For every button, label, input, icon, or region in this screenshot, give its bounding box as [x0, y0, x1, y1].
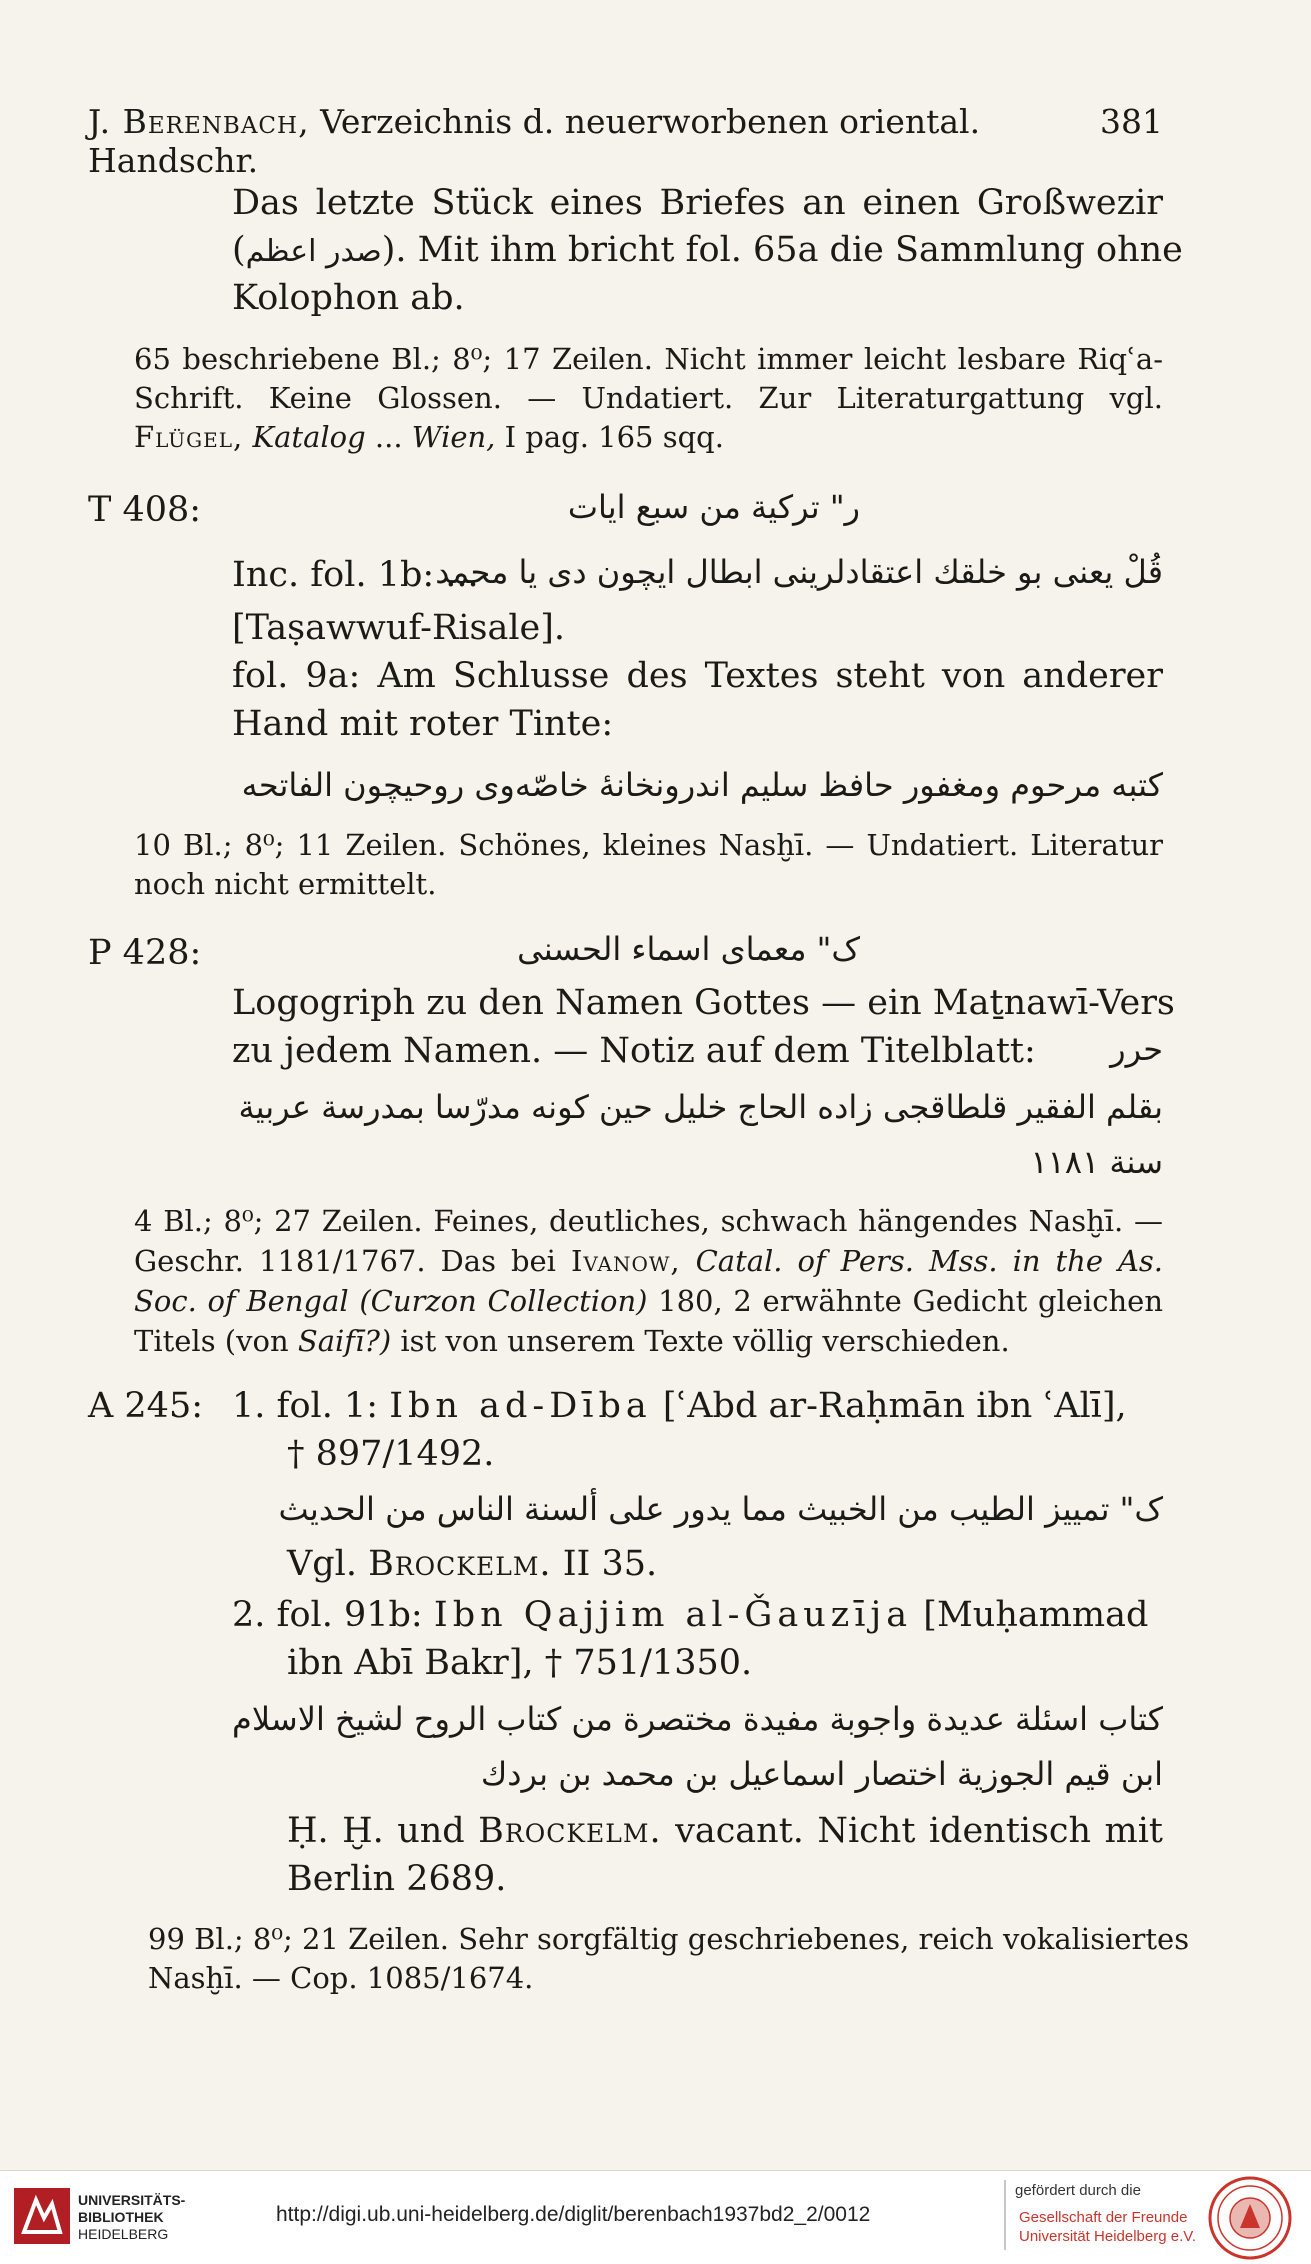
text-line: (صدر اعظم). Mit ihm bricht fol. 65a die Sammlung ohne — [232, 230, 1183, 270]
text-line: ibn Abī Bakr], † 751/1350. — [287, 1643, 753, 1683]
text-line: Ḥ. Ḫ. und Brockelm. vacant. Nicht identisch mit — [287, 1811, 1163, 1851]
arabic-title: ک" معماى اسماء الحسنى — [517, 930, 860, 968]
library-logo-icon — [14, 2188, 70, 2244]
university-seal-icon — [1208, 2176, 1292, 2260]
arabic-note: بقلم الفقير قلطاقجى زاده الحاج خليل حين كونه مدرّسا بمدرسة عربية — [238, 1088, 1163, 1126]
support-label: gefördert durch die — [1015, 2182, 1141, 2199]
note-line: Nasḫī. — Cop. 1085/1674. — [148, 1961, 534, 1995]
arabic-note: كتبه مرحوم ومغفور حافظ سليم اندرونخانهٔ خاصّه‌وى روحيچون الفاتحه — [241, 766, 1163, 804]
note-line: 10 Bl.; 8⁰; 11 Zeilen. Schönes, kleines Nasḫī. — Undatiert. Literatur — [134, 828, 1163, 862]
running-header — [88, 102, 1163, 180]
text-line: † 897/1492. — [287, 1434, 495, 1474]
text-line: zu jedem Namen. — Notiz auf dem Titelblatt: — [232, 1031, 1036, 1071]
text-line: 1. fol. 1: Ibn ad-Dība [ʿAbd ar-Raḥmān ibn ʿAlī], — [232, 1386, 1127, 1426]
note-line: Flügel, Katalog ... Wien, I pag. 165 sqq. — [134, 420, 724, 454]
note-line: 99 Bl.; 8⁰; 21 Zeilen. Sehr sorgfältig geschriebenes, reich vokalisiertes — [148, 1922, 1190, 1956]
header-author: J. Berenbach, — [88, 102, 310, 141]
arabic-title: ابن قيم الجوزية اختصار اسماعيل بن محمد بن بردك — [480, 1755, 1163, 1793]
text-line: Das letzte Stück eines Briefes an einen Großwezir — [232, 183, 1163, 223]
header-left — [88, 102, 1100, 180]
arabic-date: سنة ١١٨١ — [1030, 1143, 1163, 1181]
footer-divider — [1004, 2180, 1006, 2250]
text-line: Hand mit roter Tinte: — [232, 704, 614, 744]
shelfmark-a245: A 245: — [88, 1386, 203, 1426]
arabic-title: ر" تركية من سبع ايات — [567, 488, 860, 526]
note-line: Soc. of Bengal (Curzon Collection) 180, 2 erwähnte Gedicht gleichen — [134, 1284, 1163, 1318]
header-title: Verzeichnis d. neuerworbenen oriental. Handschr. — [88, 102, 981, 180]
text-line: Kolophon ab. — [232, 278, 465, 318]
page-number: 381 — [1100, 102, 1163, 141]
arabic-term: حرر — [1110, 1030, 1163, 1068]
note-line: noch nicht ermittelt. — [134, 867, 437, 901]
arabic-title: ک" تمييز الطيب من الخبيث مما يدور على ألسنة الناس من الحديث — [278, 1490, 1163, 1528]
text-line: fol. 9a: Am Schlusse des Textes steht von anderer — [232, 656, 1163, 696]
note-line: Geschr. 1181/1767. Das bei Ivanow, Catal. of Pers. Mss. in the As. — [134, 1244, 1164, 1278]
text-line: 2. fol. 91b: Ibn Qajjim al-Ǧauzīja [Muḥammad — [232, 1595, 1149, 1635]
permalink-url[interactable]: http://digi.ub.uni-heidelberg.de/diglit/berenbach1937bd2_2/0012 — [276, 2203, 871, 2226]
society-name: Gesellschaft der Freunde Universität Heidelberg e.V. — [1019, 2209, 1197, 2245]
text-line: Inc. fol. 1b: ... — [232, 555, 479, 595]
arabic-title: كتاب اسئلة عديدة واجوبة مفيدة مختصرة من كتاب الروح لشيخ الاسلام — [232, 1700, 1163, 1738]
arabic-term: صدر اعظم — [245, 234, 382, 269]
text-line: Berlin 2689. — [287, 1859, 507, 1899]
shelfmark-p428: P 428: — [88, 933, 202, 973]
text-line: Logogriph zu den Namen Gottes — ein Maṯnawī-Vers — [232, 983, 1175, 1023]
text-line: Vgl. Brockelm. II 35. — [287, 1544, 658, 1584]
note-line: Schrift. Keine Glossen. — Undatiert. Zur Literaturgattung vgl. — [134, 381, 1163, 415]
shelfmark-t408: T 408: — [88, 490, 202, 530]
note-line: Titels (von Saifī?) ist von unserem Texte völlig verschieden. — [134, 1324, 1010, 1358]
text-line: [Taṣawwuf-Risale]. — [232, 608, 566, 648]
library-logo-text: UNIVERSITÄTS- BIBLIOTHEK HEIDELBERG — [78, 2192, 186, 2242]
arabic-incipit: قُلْ يعنى بو خلقك اعتقادلرينى ابطال ايچون دى يا محمد — [435, 553, 1163, 591]
note-line: 4 Bl.; 8⁰; 27 Zeilen. Feines, deutliches, schwach hängendes Nasḫī. — — [134, 1204, 1163, 1238]
note-line: 65 beschriebene Bl.; 8⁰; 17 Zeilen. Nicht immer leicht lesbare Riqʿa- — [134, 342, 1163, 376]
